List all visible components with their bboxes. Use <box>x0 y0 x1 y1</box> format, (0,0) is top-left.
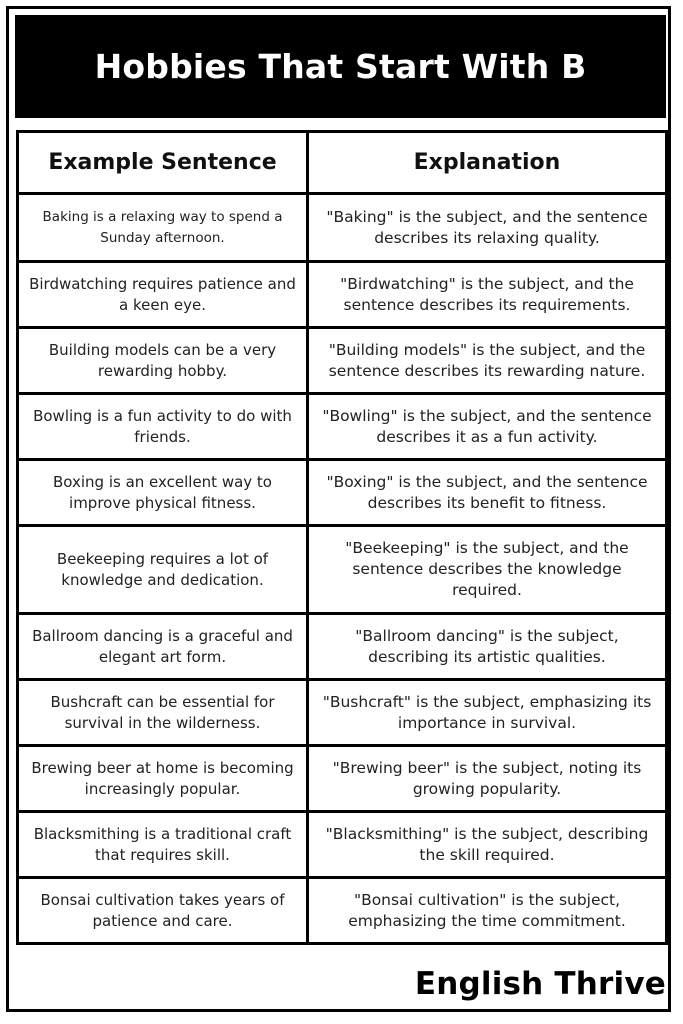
table-row <box>18 680 667 746</box>
example-cell: Blacksmithing is a traditional craft that requires skill. <box>18 812 308 878</box>
table-row <box>18 812 667 878</box>
column-header-example: Example Sentence <box>18 132 308 194</box>
explanation-cell: "Brewing beer" is the subject, noting its growing popularity. <box>308 746 667 812</box>
brand-footer: English Thrive <box>414 966 666 1002</box>
example-cell: Birdwatching requires patience and a keen eye. <box>18 262 308 328</box>
explanation-cell: "Bowling" is the subject, and the sentence describes it as a fun activity. <box>308 394 667 460</box>
table-row <box>18 526 667 614</box>
table-row <box>18 746 667 812</box>
table-row <box>18 328 667 394</box>
table-row <box>18 262 667 328</box>
example-cell: Beekeeping requires a lot of knowledge and dedication. <box>18 526 308 614</box>
table-row <box>18 614 667 680</box>
explanation-cell: "Bonsai cultivation" is the subject, emphasizing the time commitment. <box>308 878 667 944</box>
example-cell: Bushcraft can be essential for survival in the wilderness. <box>18 680 308 746</box>
hobbies-table <box>16 130 668 945</box>
example-cell: Building models can be a very rewarding hobby. <box>18 328 308 394</box>
explanation-cell: "Blacksmithing" is the subject, describing the skill required. <box>308 812 667 878</box>
page-title: Hobbies That Start With B <box>94 47 587 86</box>
explanation-cell: "Building models" is the subject, and the sentence describes its rewarding nature. <box>308 328 667 394</box>
table-header-row <box>18 132 667 194</box>
explanation-cell: "Boxing" is the subject, and the sentence describes its benefit to fitness. <box>308 460 667 526</box>
column-header-explanation: Explanation <box>308 132 667 194</box>
example-cell: Baking is a relaxing way to spend a Sunday afternoon. <box>18 194 308 262</box>
example-cell: Bonsai cultivation takes years of patience and care. <box>18 878 308 944</box>
example-cell: Boxing is an excellent way to improve physical fitness. <box>18 460 308 526</box>
explanation-cell: "Bushcraft" is the subject, emphasizing its importance in survival. <box>308 680 667 746</box>
explanation-cell: "Beekeeping" is the subject, and the sentence describes the knowledge required. <box>308 526 667 614</box>
example-cell: Ballroom dancing is a graceful and elegant art form. <box>18 614 308 680</box>
table-row <box>18 194 667 262</box>
table-row <box>18 878 667 944</box>
title-banner <box>15 15 666 118</box>
explanation-cell: "Ballroom dancing" is the subject, describing its artistic qualities. <box>308 614 667 680</box>
table-row <box>18 460 667 526</box>
explanation-cell: "Birdwatching" is the subject, and the sentence describes its requirements. <box>308 262 667 328</box>
example-cell: Bowling is a fun activity to do with friends. <box>18 394 308 460</box>
explanation-cell: "Baking" is the subject, and the sentence describes its relaxing quality. <box>308 194 667 262</box>
example-cell: Brewing beer at home is becoming increasingly popular. <box>18 746 308 812</box>
table-row <box>18 394 667 460</box>
